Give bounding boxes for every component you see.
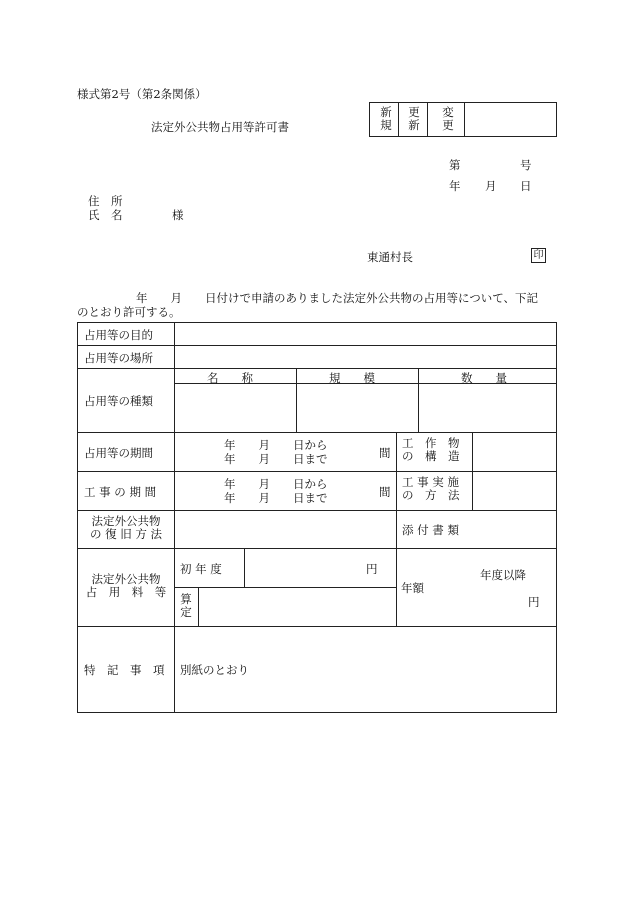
number-go: 号	[520, 158, 532, 172]
type-change: 変 更	[442, 105, 454, 132]
fee-yen-2: 円	[528, 595, 540, 609]
label-attachments: 添 付 書 類	[402, 523, 459, 537]
fee-annual: 年額	[401, 581, 424, 595]
sama: 様	[172, 208, 184, 222]
label-work-method: 工 事 実 施 の 方 法	[402, 475, 460, 502]
work-ma: 間	[379, 485, 391, 499]
date-day: 日	[520, 179, 532, 193]
work-to: 年 月 日まで	[224, 491, 328, 505]
address-label: 住 所	[88, 194, 123, 208]
fee-after-year: 年度以降	[480, 568, 526, 582]
kind-header-scale: 規 模	[329, 371, 375, 385]
type-new: 新 規	[380, 105, 392, 132]
form-number: 様式第2号（第2条関係）	[77, 87, 207, 101]
date-year: 年	[449, 179, 461, 193]
fee-first-year: 初 年 度	[180, 562, 222, 576]
period-from: 年 月 日から	[224, 438, 328, 452]
label-purpose: 占用等の目的	[84, 328, 153, 342]
label-kind: 占用等の種類	[84, 394, 153, 408]
label-fee: 法定外公共物 占 用 料 等	[85, 572, 167, 599]
fee-calc: 算 定	[180, 592, 192, 619]
date-month: 月	[485, 179, 497, 193]
name-label: 氏 名	[88, 208, 123, 222]
label-restore: 法定外公共物 の 復 旧 方 法	[89, 514, 163, 541]
type-renew: 更 新	[408, 105, 420, 132]
document-title: 法定外公共物占用等許可書	[151, 120, 289, 134]
work-from: 年 月 日から	[224, 477, 328, 491]
fee-yen-1: 円	[366, 562, 378, 576]
kind-header-qty: 数 量	[461, 371, 507, 385]
label-work-period: 工 事 の 期 間	[84, 485, 157, 499]
issuer-name: 東通村長	[367, 250, 413, 264]
period-ma: 間	[379, 446, 391, 460]
label-period: 占用等の期間	[84, 446, 153, 460]
label-structure: 工 作 物 の 構 造	[402, 436, 460, 463]
period-to: 年 月 日まで	[224, 452, 328, 466]
kind-header-name: 名 称	[207, 371, 253, 385]
label-remarks: 特 記 事 項	[84, 663, 165, 677]
remarks-value: 別紙のとおり	[180, 663, 249, 677]
seal-mark: 印	[531, 248, 546, 263]
number-dai: 第	[449, 158, 461, 172]
label-location: 占用等の場所	[84, 351, 153, 365]
body-line2: のとおり許可する。	[77, 305, 181, 319]
body-line1: 年 月 日付けで申請のありました法定外公共物の占用等について、下記	[136, 291, 539, 305]
